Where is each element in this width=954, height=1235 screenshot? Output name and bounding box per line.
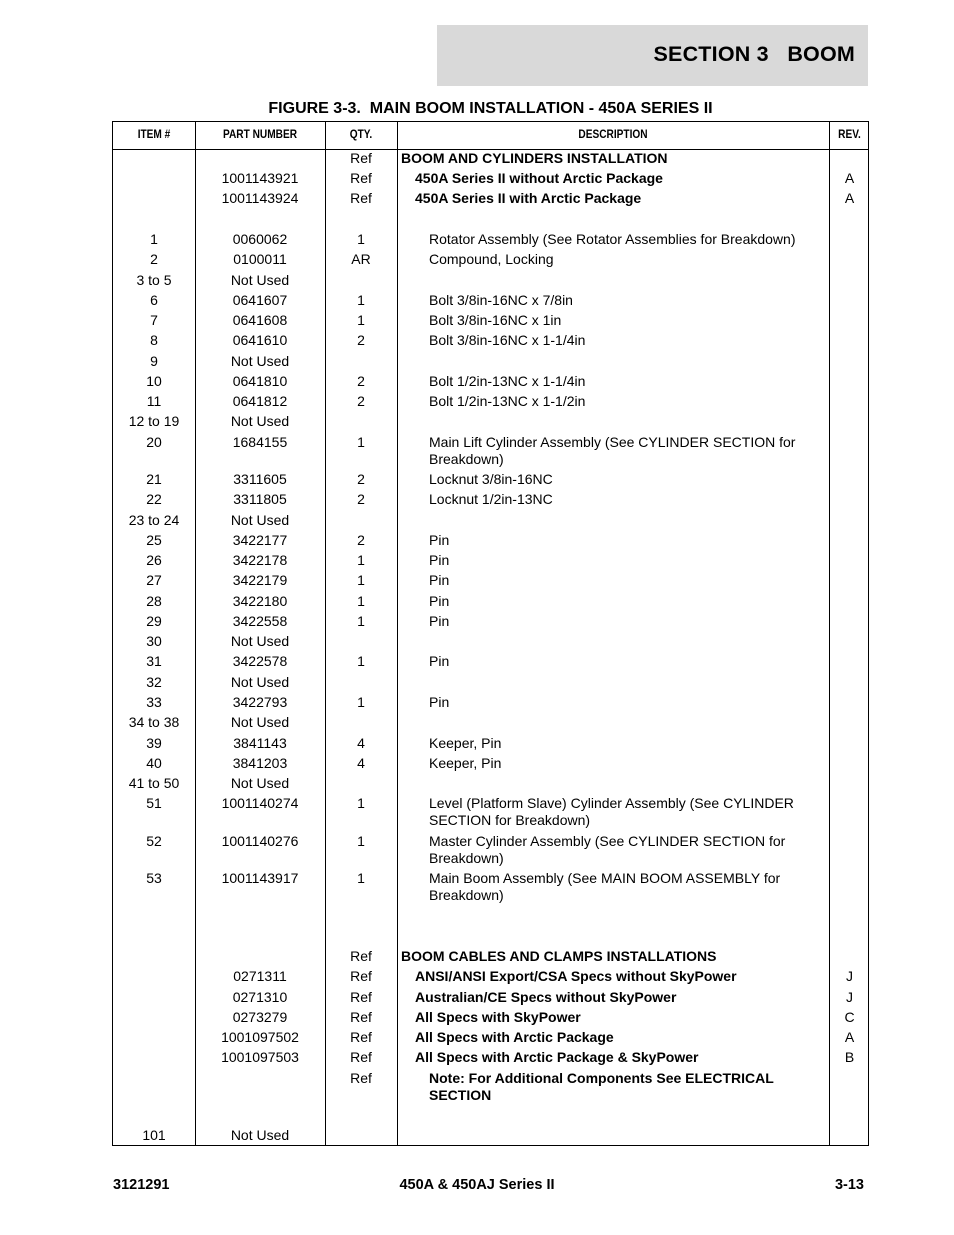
quantity-cell: 1 <box>357 694 365 710</box>
part-number-cell: 0641812 <box>232 393 288 409</box>
quantity-cell: Ref <box>350 1070 372 1086</box>
part-number-cell: 1001097503 <box>221 1049 299 1065</box>
part-number-cell: Not Used <box>230 674 290 690</box>
figure-title: FIGURE 3-3. MAIN BOOM INSTALLATION - 450A SERIES II <box>268 100 713 117</box>
description-cell: Pin <box>429 694 450 710</box>
item-number-cell: 23 to 24 <box>128 512 180 528</box>
footer-page-number: 3-13 <box>834 1177 864 1193</box>
quantity-cell: 2 <box>357 532 365 548</box>
description-cell: Bolt 1/2in-13NC x 1-1/2in <box>429 393 586 409</box>
description-cell: 450A Series II without Arctic Package <box>415 170 663 186</box>
quantity-cell: Ref <box>350 989 372 1005</box>
part-number-cell: 3422793 <box>232 694 288 710</box>
revision-cell: J <box>846 989 853 1005</box>
quantity-cell: 1 <box>357 613 365 629</box>
part-number-cell: Not Used <box>230 353 290 369</box>
description-cell: Locknut 1/2in-13NC <box>429 491 553 507</box>
item-number-cell: 9 <box>150 353 158 369</box>
item-number-cell: 22 <box>146 491 162 507</box>
item-number-cell: 30 <box>146 633 162 649</box>
item-number-cell: 20 <box>146 434 162 450</box>
item-number-cell: 11 <box>146 393 162 409</box>
description-cell: 450A Series II with Arctic Package <box>415 190 642 206</box>
description-cell: Pin <box>429 552 450 568</box>
part-number-cell: 0100011 <box>233 251 287 267</box>
description-cell: Keeper, Pin <box>429 755 502 771</box>
quantity-cell: 1 <box>357 312 365 328</box>
footer-doc-number: 3121291 <box>113 1177 170 1193</box>
quantity-cell: 1 <box>357 653 365 669</box>
description-cell: Pin <box>429 613 450 629</box>
item-number-cell: 33 <box>146 694 162 710</box>
description-cell: Bolt 3/8in-16NC x 1-1/4in <box>429 332 586 348</box>
item-number-cell: 29 <box>146 613 162 629</box>
item-number-cell: 51 <box>146 795 162 811</box>
item-number-cell: 21 <box>146 471 162 487</box>
column-header-qty: QTY. <box>349 129 373 141</box>
part-number-cell: 1001143924 <box>221 190 299 206</box>
item-number-cell: 34 to 38 <box>128 714 180 730</box>
revision-cell: A <box>844 190 855 206</box>
item-number-cell: 10 <box>146 373 162 389</box>
revision-cell: C <box>844 1009 855 1025</box>
part-number-cell: 0273279 <box>232 1009 288 1025</box>
part-number-cell: Not Used <box>230 633 290 649</box>
item-number-cell: 40 <box>146 755 162 771</box>
item-number-cell: 6 <box>150 292 158 308</box>
revision-cell: J <box>846 968 853 984</box>
section-header-bar <box>437 25 868 86</box>
description-cell: Bolt 1/2in-13NC x 1-1/4in <box>429 373 586 389</box>
description-cell: Pin <box>429 532 450 548</box>
part-number-cell: 0641608 <box>232 312 288 328</box>
part-number-cell: 3422178 <box>232 552 288 568</box>
quantity-cell: 2 <box>357 471 365 487</box>
part-number-cell: 3422180 <box>232 593 288 609</box>
quantity-cell: 1 <box>357 572 365 588</box>
item-number-cell: 27 <box>146 572 162 588</box>
revision-cell: A <box>844 1029 855 1045</box>
item-number-cell: 3 to 5 <box>136 272 172 288</box>
part-number-cell: 3422558 <box>232 613 288 629</box>
quantity-cell: AR <box>351 251 371 267</box>
part-number-cell: 0641810 <box>232 373 288 389</box>
item-number-cell: 52 <box>146 833 162 849</box>
part-number-cell: 0271311 <box>233 968 287 984</box>
description-cell: Bolt 3/8in-16NC x 7/8in <box>429 292 573 308</box>
description-cell: Keeper, Pin <box>429 735 502 751</box>
quantity-cell: Ref <box>350 150 372 166</box>
part-number-cell: Not Used <box>230 775 290 791</box>
part-number-cell: 3422578 <box>232 653 288 669</box>
part-number-cell: Not Used <box>230 1127 290 1143</box>
quantity-cell: Ref <box>350 948 372 964</box>
quantity-cell: Ref <box>350 1009 372 1025</box>
description-cell: BOOM CABLES AND CLAMPS INSTALLATIONS <box>401 948 717 964</box>
item-number-cell: 7 <box>150 312 158 328</box>
part-number-cell: 3422179 <box>232 572 288 588</box>
quantity-cell: Ref <box>350 170 372 186</box>
description-cell: Bolt 3/8in-16NC x 1in <box>429 312 562 328</box>
description-cell: Main Boom Assembly (See MAIN BOOM ASSEMBLY for Breakdown) <box>429 870 781 903</box>
description-cell: Main Lift Cylinder Assembly (See CYLINDER SECTION for Breakdown) <box>429 434 796 467</box>
description-cell: All Specs with SkyPower <box>415 1009 581 1025</box>
description-cell: Compound, Locking <box>429 251 554 267</box>
quantity-cell: 1 <box>357 434 365 450</box>
quantity-cell: Ref <box>350 1049 372 1065</box>
description-cell: All Specs with Arctic Package & SkyPower <box>415 1049 699 1065</box>
quantity-cell: 1 <box>357 292 365 308</box>
item-number-cell: 39 <box>146 735 162 751</box>
quantity-cell: 1 <box>357 552 365 568</box>
description-cell: Locknut 3/8in-16NC <box>429 471 553 487</box>
revision-cell: B <box>844 1049 855 1065</box>
item-number-cell: 32 <box>146 674 162 690</box>
part-number-cell: 0641607 <box>232 292 288 308</box>
part-number-cell: 0641610 <box>232 332 288 348</box>
quantity-cell: 4 <box>357 735 365 751</box>
item-number-cell: 41 to 50 <box>128 775 180 791</box>
part-number-cell: 1001143917 <box>221 870 299 886</box>
quantity-cell: 1 <box>357 795 365 811</box>
part-number-cell: 3841143 <box>233 735 287 751</box>
part-number-cell: 3311605 <box>233 471 287 487</box>
column-header-part-number: PART NUMBER <box>222 129 298 141</box>
item-number-cell: 31 <box>146 653 162 669</box>
item-number-cell: 28 <box>146 593 162 609</box>
description-cell: Note: For Additional Components See ELECTRICAL SECTION <box>429 1070 774 1103</box>
item-number-cell: 12 to 19 <box>128 413 180 429</box>
item-number-cell: 26 <box>146 552 162 568</box>
column-header-description: DESCRIPTION <box>578 129 648 141</box>
quantity-cell: Ref <box>350 190 372 206</box>
part-number-cell: 1001097502 <box>221 1029 299 1045</box>
part-number-cell: Not Used <box>230 272 290 288</box>
item-number-cell: 1 <box>150 231 158 247</box>
part-number-cell: 3422177 <box>232 532 288 548</box>
quantity-cell: 2 <box>357 491 365 507</box>
column-header-item: ITEM # <box>137 129 171 141</box>
description-cell: All Specs with Arctic Package <box>415 1029 614 1045</box>
description-cell: Australian/CE Specs without SkyPower <box>415 989 677 1005</box>
quantity-cell: Ref <box>350 1029 372 1045</box>
description-cell: Rotator Assembly (See Rotator Assemblies for Breakdown) <box>429 231 796 247</box>
description-cell: ANSI/ANSI Export/CSA Specs without SkyPower <box>415 968 737 984</box>
quantity-cell: 4 <box>357 755 365 771</box>
item-number-cell: 25 <box>146 532 162 548</box>
revision-cell: A <box>844 170 855 186</box>
quantity-cell: 2 <box>357 332 365 348</box>
column-header-rev: REV. <box>838 129 861 141</box>
part-number-cell: Not Used <box>230 413 290 429</box>
item-number-cell: 53 <box>146 870 162 886</box>
quantity-cell: 1 <box>357 833 365 849</box>
quantity-cell: 2 <box>357 373 365 389</box>
item-number-cell: 101 <box>142 1127 166 1143</box>
description-cell: Pin <box>429 593 450 609</box>
description-cell: Level (Platform Slave) Cylinder Assembly (See CYLINDER SECTION for Breakdown) <box>429 795 794 828</box>
part-number-cell: Not Used <box>230 512 290 528</box>
part-number-cell: 0271310 <box>232 989 288 1005</box>
part-number-cell: 0060062 <box>232 231 288 247</box>
quantity-cell: Ref <box>350 968 372 984</box>
item-number-cell: 2 <box>150 251 158 267</box>
part-number-cell: 1001140276 <box>221 833 299 849</box>
quantity-cell: 1 <box>357 593 365 609</box>
part-number-cell: 1001140274 <box>221 795 299 811</box>
part-number-cell: 3311805 <box>233 491 287 507</box>
description-cell: Pin <box>429 653 450 669</box>
parts-table <box>112 121 869 1146</box>
item-number-cell: 8 <box>150 332 158 348</box>
description-cell: Master Cylinder Assembly (See CYLINDER SECTION for Breakdown) <box>429 833 786 866</box>
part-number-cell: 1684155 <box>232 434 288 450</box>
description-cell: Pin <box>429 572 450 588</box>
part-number-cell: 1001143921 <box>221 170 299 186</box>
quantity-cell: 1 <box>357 231 365 247</box>
description-cell: BOOM AND CYLINDERS INSTALLATION <box>401 150 668 166</box>
section-title: SECTION 3 BOOM <box>653 42 855 66</box>
part-number-cell: Not Used <box>230 714 290 730</box>
footer-model: 450A & 450AJ Series II <box>399 1177 555 1193</box>
quantity-cell: 2 <box>357 393 365 409</box>
quantity-cell: 1 <box>357 870 365 886</box>
part-number-cell: 3841203 <box>232 755 288 771</box>
